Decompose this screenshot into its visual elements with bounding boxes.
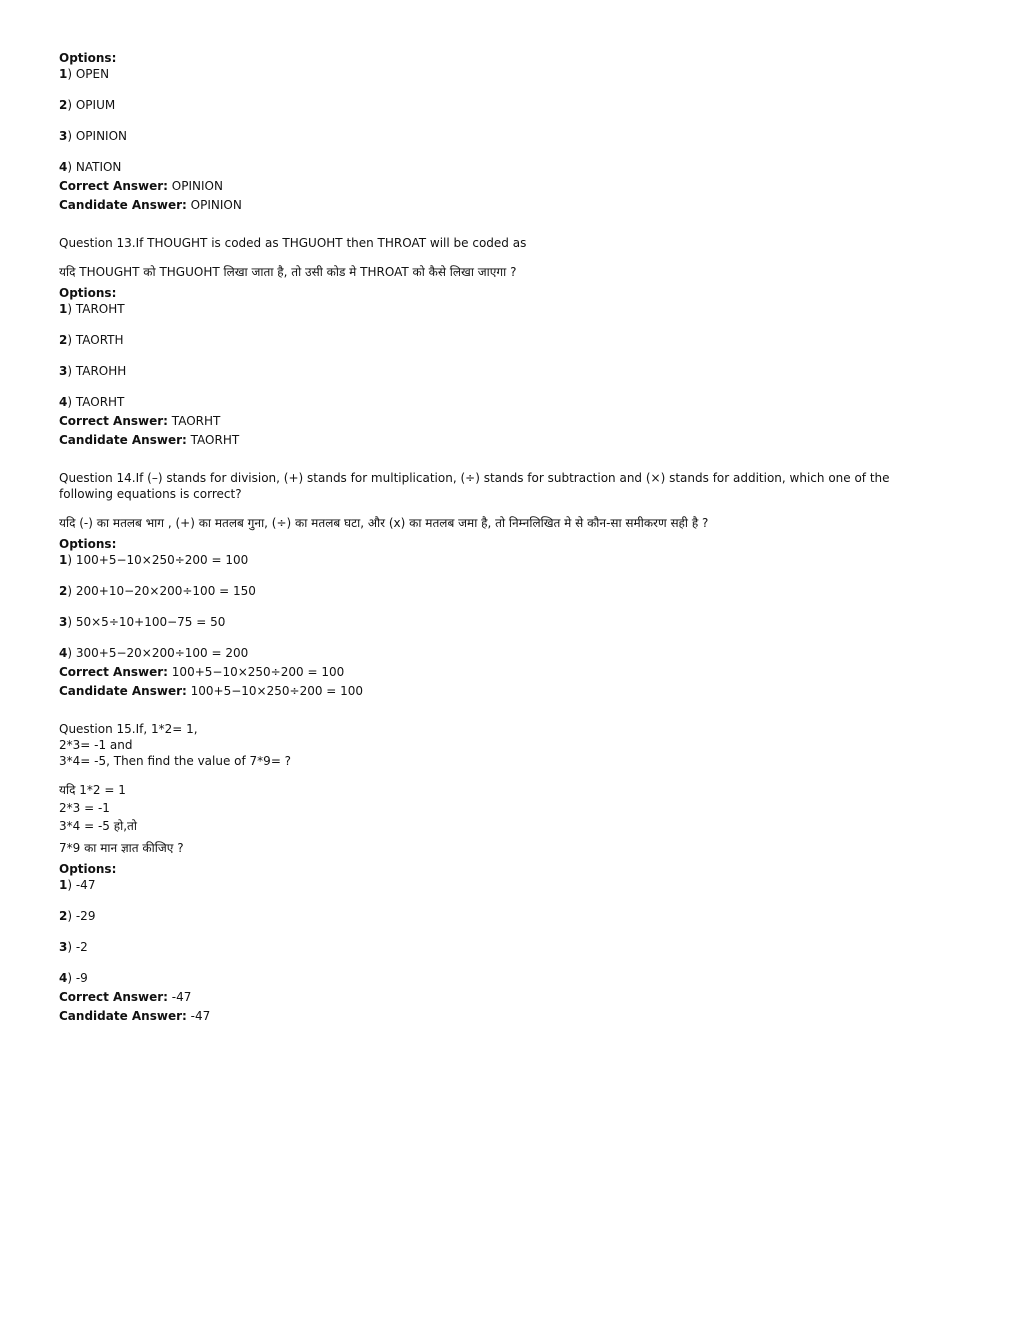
question-text-hindi-line: यदि 1*2 = 1 (59, 783, 126, 797)
question-text: Question 13.If THOUGHT is coded as THGUOHT then THROAT will be coded as (59, 236, 527, 250)
options-label: Options: (59, 862, 117, 876)
question-12-block (59, 50, 944, 213)
question-text-hindi: यदि (-) का मतलब भाग , (+) का मतलब गुना, (÷) का मतलब घटा, और (x) का मतलब जमा है, तो निम्नलिखित मे से कौन-सा समीकरण सही है ? (59, 516, 709, 530)
option-2: 2) TAORTH (59, 333, 124, 347)
correct-answer: Correct Answer: -47 (59, 990, 192, 1004)
option-2: 2) OPIUM (59, 98, 116, 112)
candidate-answer: Candidate Answer: TAORHT (59, 433, 240, 447)
candidate-answer: Candidate Answer: 100+5−10×250÷200 = 100 (59, 684, 364, 698)
options-label: Options: (59, 537, 117, 551)
options-label: Options: (59, 286, 117, 300)
question-text: Question 14.If (–) stands for division, (+) stands for multiplication, (÷) stands for subtraction and (×) stands for addition, which one of the following equations is correct? (59, 471, 890, 501)
exam-document (59, 50, 944, 1024)
option-3: 3) OPINION (59, 129, 128, 143)
option-2: 2) -29 (59, 909, 96, 923)
question-text-line: 2*3= -1 and (59, 738, 133, 752)
option-1: 1) TAROHT (59, 302, 125, 316)
option-3: 3) TAROHH (59, 364, 127, 378)
option-3: 3) 50×5÷10+100−75 = 50 (59, 615, 226, 629)
correct-answer: Correct Answer: OPINION (59, 179, 223, 193)
question-text-hindi-line: 2*3 = -1 (59, 801, 110, 815)
option-4: 4) NATION (59, 160, 122, 174)
option-4: 4) 300+5−20×200÷100 = 200 (59, 646, 249, 660)
correct-answer: Correct Answer: 100+5−10×250÷200 = 100 (59, 665, 345, 679)
candidate-answer: Candidate Answer: OPINION (59, 198, 242, 212)
question-text-line: 3*4= -5, Then find the value of 7*9= ? (59, 754, 292, 768)
correct-answer: Correct Answer: TAORHT (59, 414, 221, 428)
question-13-block (59, 235, 944, 448)
question-text-line: Question 15.If, 1*2= 1, (59, 722, 198, 736)
question-text-hindi: यदि THOUGHT को THGUOHT लिखा जाता है, तो उसी कोड मे THROAT को कैसे लिखा जाएगा ? (59, 265, 517, 279)
question-14-block (59, 470, 944, 699)
question-text-hindi-line: 7*9 का मान ज्ञात कीजिए ? (59, 841, 184, 855)
option-3: 3) -2 (59, 940, 88, 954)
options-label: Options: (59, 51, 117, 65)
option-1: 1) OPEN (59, 67, 110, 81)
option-1: 1) -47 (59, 878, 96, 892)
candidate-answer: Candidate Answer: -47 (59, 1009, 211, 1023)
option-2: 2) 200+10−20×200÷100 = 150 (59, 584, 256, 598)
question-text-hindi-line: 3*4 = -5 हो,तो (59, 819, 137, 833)
question-15-block (59, 721, 944, 1024)
option-4: 4) -9 (59, 971, 88, 985)
option-4: 4) TAORHT (59, 395, 125, 409)
option-1: 1) 100+5−10×250÷200 = 100 (59, 553, 249, 567)
